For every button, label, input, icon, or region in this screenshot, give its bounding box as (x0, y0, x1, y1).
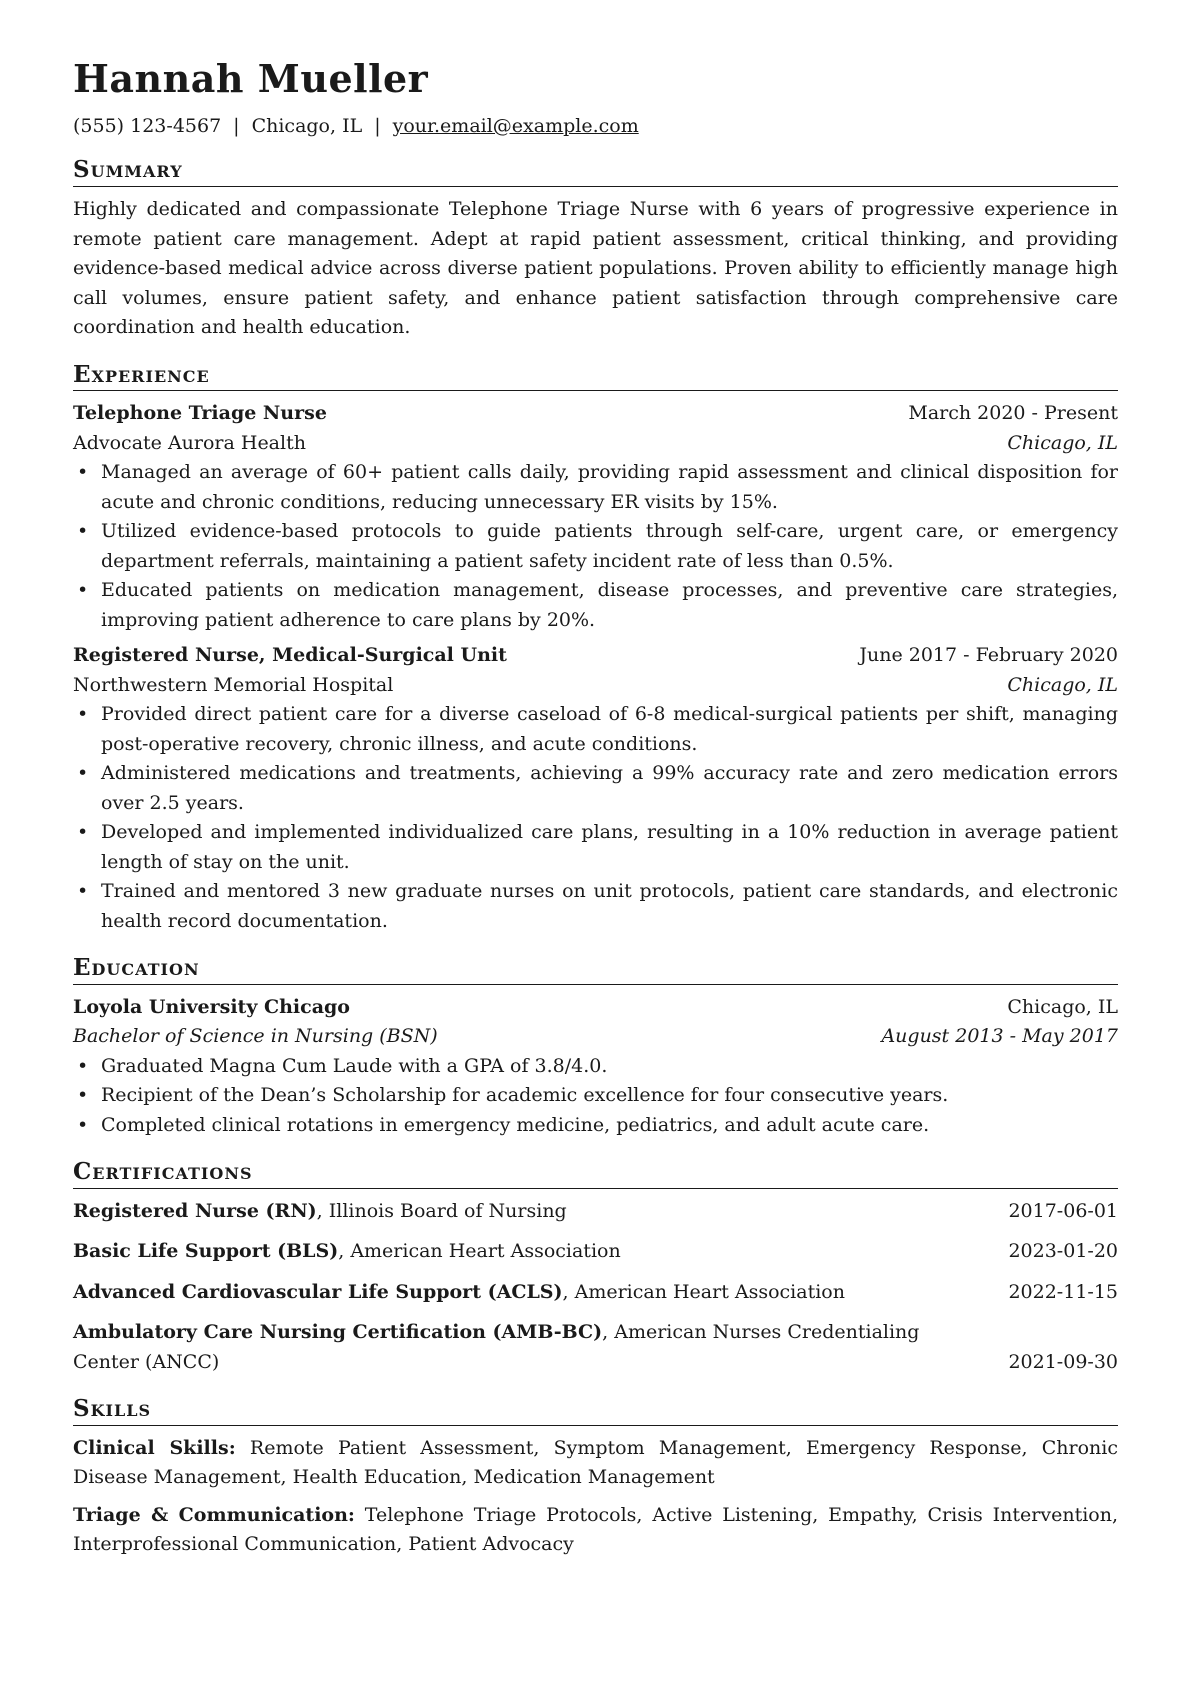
cert-item (73, 1237, 1118, 1267)
bullet-item: • Trained and mentored 3 new graduate nurses on unit protocols, patient care standards, and electronic health record documentation. (101, 877, 1118, 936)
cert-name: Ambulatory Care Nursing Certification (AMB-BC) (73, 1321, 603, 1344)
education-section (73, 954, 1118, 1140)
job-location: Chicago, IL (1007, 673, 1118, 696)
skill-group-text: Telephone Triage Protocols, Active Listening, Empathy, Crisis Intervention, Interprofessional Communication, Patient Advocacy (73, 1503, 1118, 1556)
job-company: Advocate Aurora Health (73, 431, 306, 454)
contact-separator: | (374, 114, 381, 137)
location: Chicago, IL (251, 114, 363, 137)
cert-date: 2023-01-20 (1008, 1240, 1118, 1263)
skill-group-text: Remote Patient Assessment, Symptom Management, Emergency Response, Chronic Disease Management, Health Education, Medication Management (73, 1436, 1118, 1489)
job-role: Telephone Triage Nurse (73, 402, 327, 425)
cert-issuer: , Illinois Board of Nursing (316, 1199, 567, 1222)
experience-section (73, 361, 1118, 937)
skill-group-label: Triage & Communication: (73, 1503, 355, 1526)
job-bullets (73, 700, 1118, 936)
cert-name: Advanced Cardiovascular Life Support (ACLS) (73, 1280, 563, 1303)
cert-issuer: , American Heart Association (338, 1240, 621, 1263)
bullet-item: • Provided direct patient care for a diverse caseload of 6-8 medical-surgical patients per shift, managing post-operative recovery, chronic illness, and acute conditions. (101, 700, 1118, 759)
certifications-section (73, 1158, 1118, 1377)
cert-name: Basic Life Support (BLS) (73, 1240, 339, 1263)
skills-section (73, 1395, 1118, 1560)
cert-date: 2021-09-30 (1008, 1350, 1118, 1373)
cert-issuer: , American Nurses Credentialing Center (ANCC) (73, 1321, 920, 1373)
job-entry (73, 399, 1118, 635)
cert-item (73, 1197, 1118, 1227)
skill-group (73, 1434, 1118, 1493)
section-title-summary: Summary (73, 156, 1118, 187)
job-location: Chicago, IL (1007, 431, 1118, 454)
section-title-education: Education (73, 954, 1118, 985)
bullet-item: • Recipient of the Dean’s Scholarship for academic excellence for four consecutive years. (101, 1081, 1118, 1111)
job-dates: March 2020 - Present (908, 402, 1118, 425)
phone: (555) 123-4567 (73, 114, 222, 137)
section-title-certifications: Certifications (73, 1158, 1118, 1189)
cert-name: Registered Nurse (RN) (73, 1199, 317, 1222)
bullet-item: • Managed an average of 60+ patient calls daily, providing rapid assessment and clinical disposition for acute and chronic conditions, reducing unnecessary ER visits by 15%. (101, 458, 1118, 517)
job-role: Registered Nurse, Medical-Surgical Unit (73, 644, 507, 667)
education-dates: August 2013 - May 2017 (881, 1025, 1118, 1048)
section-title-experience: Experience (73, 361, 1118, 392)
school-location: Chicago, IL (1007, 995, 1118, 1018)
job-bullets (73, 458, 1118, 635)
degree: Bachelor of Science in Nursing (BSN) (73, 1025, 438, 1048)
skill-group (73, 1501, 1118, 1560)
job-dates: June 2017 - February 2020 (859, 644, 1118, 667)
contact-separator: | (233, 114, 240, 137)
cert-issuer: , American Heart Association (562, 1280, 845, 1303)
bullet-item: • Administered medications and treatments, achieving a 99% accuracy rate and zero medication errors over 2.5 years. (101, 759, 1118, 818)
bullet-item: • Educated patients on medication management, disease processes, and preventive care strategies, improving patient adherence to care plans by 20%. (101, 576, 1118, 635)
email-link[interactable]: your.email@example.com (392, 114, 639, 137)
contact-line (73, 114, 1118, 139)
resume-page (73, 58, 1118, 1568)
section-title-skills: Skills (73, 1395, 1118, 1426)
school-name: Loyola University Chicago (73, 995, 350, 1018)
cert-item (73, 1318, 1118, 1377)
cert-date: 2022-11-15 (1008, 1280, 1118, 1303)
education-bullets (73, 1052, 1118, 1141)
job-entry (73, 641, 1118, 936)
job-company: Northwestern Memorial Hospital (73, 673, 394, 696)
cert-date: 2017-06-01 (1008, 1199, 1118, 1222)
bullet-item: • Utilized evidence-based protocols to guide patients through self-care, urgent care, or emergency department referrals, maintaining a patient safety incident rate of less than 0.5%. (101, 517, 1118, 576)
bullet-item: • Completed clinical rotations in emergency medicine, pediatrics, and adult acute care. (101, 1111, 1118, 1141)
bullet-item: • Developed and implemented individualized care plans, resulting in a 10% reduction in average patient length of stay on the unit. (101, 818, 1118, 877)
summary-section (73, 156, 1118, 342)
bullet-item: • Graduated Magna Cum Laude with a GPA of 3.8/4.0. (101, 1052, 1118, 1082)
skill-group-label: Clinical Skills: (73, 1436, 236, 1459)
summary-text: Highly dedicated and compassionate Telephone Triage Nurse with 6 years of progressive experience in remote patient care management. Adept at rapid patient assessment, critical thinking, and providing evidence-based medical advice across diverse patient populations. Proven ability to efficiently manage high call volumes, ensure patient safety, and enhance patient satisfaction through comprehensive care coordination and health education. (73, 198, 1118, 339)
candidate-name: Hannah Mueller (73, 56, 429, 101)
cert-item (73, 1278, 1118, 1308)
